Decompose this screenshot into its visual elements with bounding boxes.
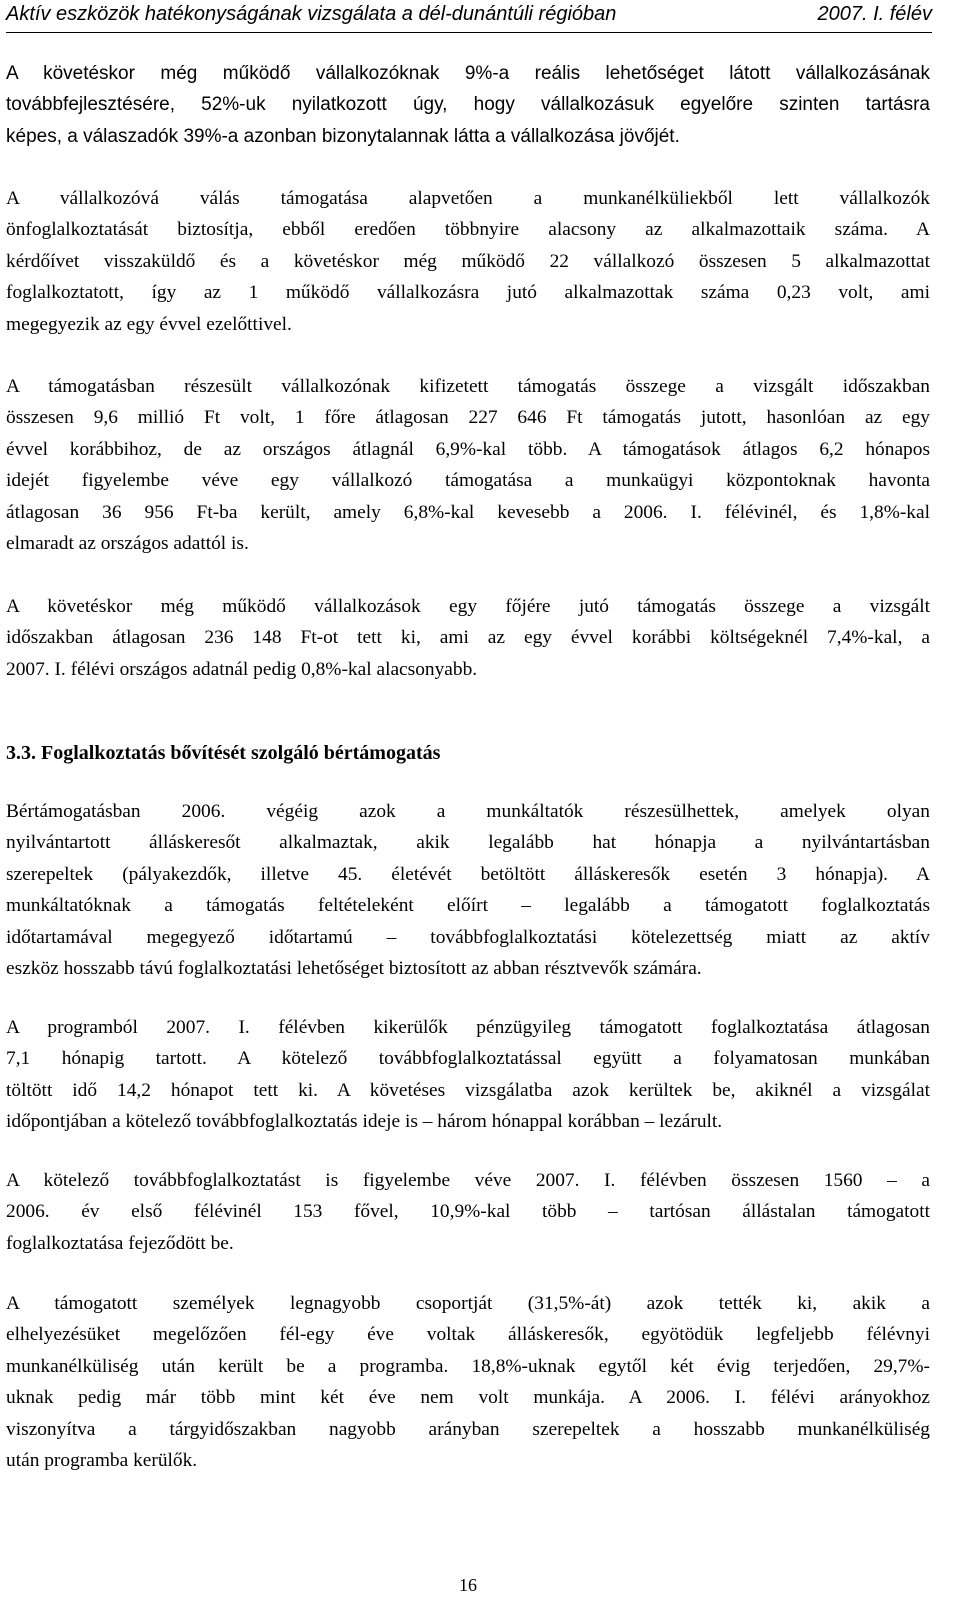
text-line: munkanélküliség után került be a programba. 18,8%-uknak egytől két évig terjedően, 29,7%- [6, 1355, 930, 1377]
text-line: képes, a válaszadók 39%-a azonban bizonytalannak látta a vállalkozása jövőjét. [6, 125, 680, 147]
text-line: A támogatásban részesült vállalkozónak kifizetett támogatás összege a vizsgált időszakban [6, 376, 930, 397]
text-line: A támogatott személyek legnagyobb csoportját (31,5%-át) azok tették ki, akik a [6, 1293, 930, 1314]
page-number: 16 [459, 1575, 477, 1595]
paragraph-3 [6, 371, 930, 559]
text-line: viszonyítva a tárgyidőszakban nagyobb arányban szerepeltek a hosszabb munkanélküliség [6, 1418, 930, 1440]
text-line: eszköz hosszabb távú foglalkoztatási lehetőséget biztosított az abban résztvevők számára. [6, 958, 702, 980]
running-header [6, 0, 932, 33]
text-line: A kötelező továbbfoglalkoztatást is figyelembe véve 2007. I. félévben összesen 1560 – a [6, 1170, 930, 1191]
text-line: kérdőívet visszaküldő és a követéskor még működő 22 vállalkozó összesen 5 alkalmazottat [6, 250, 930, 272]
text-line: munkáltatóknak a támogatás feltételeként előírt – legalább a támogatott foglalkoztatás [6, 895, 930, 917]
text-line: uknak pedig már több mint két éve nem volt munkája. A 2006. I. félévi arányokhoz [6, 1387, 930, 1409]
text-line: idejét figyelembe véve egy vállalkozó támogatása a munkaügyi központoknak havonta [6, 470, 930, 492]
text-line: továbbfejlesztésére, 52%-uk nyilatkozott úgy, hogy vállalkozásuk egyelőre szinten tartásra [6, 94, 930, 116]
paragraph-8 [6, 1288, 930, 1476]
text-line: önfoglalkoztatását biztosítja, ebből eredően többnyire alacsony az alkalmazottaik száma. A [6, 219, 930, 241]
text-line: időpontjában a kötelező továbbfoglalkoztatás ideje is – három hónappal korábban – lezárult. [6, 1111, 723, 1133]
paragraph-5 [6, 796, 930, 984]
text-line: foglalkoztatott, így az 1 működő vállalkozásra jutó alkalmazottak száma 0,23 volt, ami [6, 282, 930, 304]
text-line: szerepeltek (pályakezdők, illetve 45. életévét betöltött álláskeresők esetén 3 hónapja). A [6, 863, 930, 885]
text-line: A programból 2007. I. félévben kikerülők pénzügyileg támogatott foglalkoztatása átlagosan [6, 1017, 930, 1038]
paragraph-7 [6, 1165, 930, 1259]
text-line: 2007. I. félévi országos adatnál pedig 0,8%-kal alacsonyabb. [6, 658, 478, 680]
paragraph-2 [6, 183, 930, 340]
paragraph-4 [6, 591, 930, 685]
text-line: időszakban átlagosan 236 148 Ft-ot tett ki, ami az egy évvel korábbi költségeknél 7,4%-kal, a [6, 627, 930, 649]
text-line: Bértámogatásban 2006. végéig azok a munkáltatók részesülhettek, amelyek olyan [6, 801, 930, 822]
text-line: 2006. év első félévinél 153 fővel, 10,9%-kal több – tartósan állástalan támogatott [6, 1201, 930, 1223]
text-line: átlagosan 36 956 Ft-ba került, amely 6,8%-kal kevesebb a 2006. I. félévinél, és 1,8%-kal [6, 501, 930, 523]
text-line: elhelyezésüket megelőzően fél-egy éve voltak álláskeresők, egyötödük legfeljebb félévnyi [6, 1324, 930, 1346]
text-line: elmaradt az országos adattól is. [6, 533, 249, 555]
text-line: 7,1 hónapig tartott. A kötelező továbbfoglalkoztatással együtt a folyamatosan munkában [6, 1048, 930, 1070]
paragraph-6 [6, 1012, 930, 1138]
text-line: évvel korábbihoz, de az országos átlagnál 6,9%-kal több. A támogatások átlagos 6,2 hónapos [6, 438, 930, 460]
paragraph-1 [6, 58, 930, 152]
text-line: után programba kerülők. [6, 1450, 198, 1472]
text-line: foglalkoztatása fejeződött be. [6, 1232, 234, 1254]
text-line: időtartamával megegyező időtartamú – továbbfoglalkoztatási kötelezettség miatt az aktív [6, 926, 930, 948]
text-line: nyilvántartott álláskeresőt alkalmaztak, akik legalább hat hónapja a nyilvántartásban [6, 832, 930, 854]
text-line: összesen 9,6 millió Ft volt, 1 főre átlagosan 227 646 Ft támogatás jutott, hasonlóan az egy [6, 407, 930, 429]
header-period: 2007. I. félév [817, 3, 932, 25]
section-heading: 3.3. Foglalkoztatás bővítését szolgáló bértámogatás [6, 742, 441, 764]
text-line: A követéskor még működő vállalkozóknak 9%-a reális lehetőséget látott vállalkozásának [6, 63, 930, 84]
header-title: Aktív eszközök hatékonyságának vizsgálata a dél-dunántúli régióban [6, 3, 617, 25]
text-line: töltött idő 14,2 hónapot tett ki. A követéses vizsgálatba azok kerültek be, akiknél a vizsgálat [6, 1079, 930, 1101]
text-line: megegyezik az egy évvel ezelőttivel. [6, 313, 292, 335]
text-line: A vállalkozóvá válás támogatása alapvetően a munkanélküliekből lett vállalkozók [6, 188, 930, 209]
text-line: A követéskor még működő vállalkozások egy főjére jutó támogatás összege a vizsgált [6, 596, 930, 617]
